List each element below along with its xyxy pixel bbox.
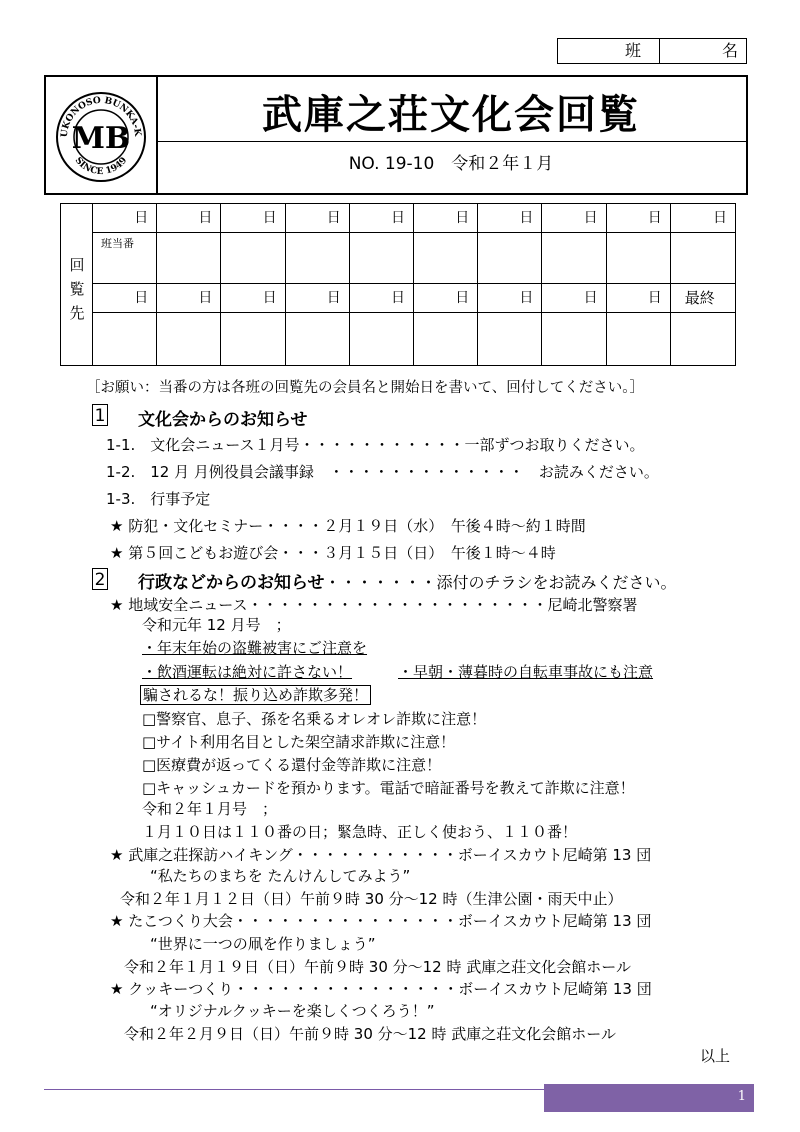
class-label: 班	[558, 39, 660, 63]
logo-cell	[46, 77, 158, 193]
date-cell: 日	[157, 204, 221, 233]
news-subline: 令和元年 12 月号 ；	[142, 616, 291, 634]
news-check-item: □サイト利用名目とした架空請求詐欺に注意！	[142, 733, 456, 751]
name-cell	[671, 312, 735, 365]
name-row-1	[93, 232, 735, 284]
section-title: 行政などからのお知らせ	[138, 573, 325, 593]
event-tagline: “オリジナルクッキーを楽しくつくろう！”	[150, 1002, 435, 1020]
footer-bar	[544, 1084, 754, 1112]
date-row-2	[93, 284, 735, 312]
logo-ring-text: UKONOSO BUNKA-K	[59, 95, 143, 138]
date-cell: 日	[542, 204, 606, 233]
date-cell: 日	[221, 284, 285, 313]
event-detail: 令和２年１月１２日（日）午前９時 30 分～12 時（生津公園・雨天中止）	[120, 890, 623, 908]
last-cell: 最終	[671, 284, 735, 313]
class-name-box	[557, 38, 747, 64]
name-cell	[350, 232, 414, 284]
name-cell	[478, 312, 542, 365]
news-item: ★ 地域安全ニュース・・・・・・・・・・・・・・・・・・・・尼崎北警察署	[110, 596, 638, 614]
circulation-side-label	[61, 204, 93, 365]
event-item: ★ 第５回こどもお遊び会・・・３月１５日（日） 午後１時～４時	[110, 544, 556, 562]
news-warning	[140, 684, 371, 705]
date-cell: 日	[607, 284, 671, 313]
name-cell	[93, 232, 157, 284]
section-title: 文化会からのお知らせ	[138, 410, 308, 430]
event-tagline: “世界に一つの凧を作りましょう”	[150, 935, 376, 953]
section-title-tail: ・・・・・・・添付のチラシをお読みください。	[324, 573, 677, 592]
name-cell	[414, 232, 478, 284]
news-check-item: □キャッシュカードを預かります。電話で暗証番号を教えて詐欺に注意！	[142, 779, 635, 797]
warning-box: 騙されるな！振り込め詐欺多発！	[140, 685, 371, 705]
date-cell: 日	[350, 204, 414, 233]
date-cell: 日	[414, 204, 478, 233]
logo-since-text: SINCE 1949	[72, 155, 130, 178]
news-bullet: ・早朝・薄暮時の自転車事故にも注意	[398, 663, 654, 681]
date-cell: 日	[286, 204, 350, 233]
name-cell	[157, 232, 221, 284]
name-cell	[286, 312, 350, 365]
side-char: 回	[69, 256, 85, 274]
name-row-2	[93, 312, 735, 365]
event-item: ★ 武庫之荘探訪ハイキング・・・・・・・・・・・ボーイスカウト尼崎第 13 団	[110, 846, 652, 864]
notice-item: 1-2. 12 月 月例役員会議事録 ・・・・・・・・・・・・・ お読みください。	[106, 463, 659, 481]
request-note: ［お願い：当番の方は各班の回覧先の会員名と開始日を書いて、回付してください。］	[86, 380, 644, 396]
news-bullet: ・飲酒運転は絶対に許さない！	[142, 663, 353, 681]
duty-label: 班当番	[101, 237, 134, 250]
name-cell	[414, 312, 478, 365]
name-cell	[607, 312, 671, 365]
newsletter-header	[44, 75, 748, 195]
date-cell: 日	[286, 284, 350, 313]
date-cell: 日	[93, 204, 157, 233]
footer-rule	[44, 1089, 544, 1090]
name-cell	[221, 232, 285, 284]
date-cell: 日	[221, 204, 285, 233]
name-label: 名	[721, 41, 738, 60]
date-row-1	[93, 204, 735, 232]
news-subline: 令和２年１月号 ；	[142, 800, 278, 818]
section-number: 2	[92, 568, 108, 590]
issue-number: NO. 19-10 令和２年１月	[348, 154, 554, 174]
date-cell: 日	[157, 284, 221, 313]
date-cell: 日	[607, 204, 671, 233]
side-char: 覧	[69, 280, 85, 298]
event-tagline: “私たちのまちを たんけんしてみよう”	[150, 867, 411, 885]
event-detail: 令和２年２月９日（日）午前９時 30 分～12 時 武庫之荘文化会館ホール	[124, 1025, 616, 1043]
closing-mark: 以上	[700, 1047, 731, 1065]
name-cell	[542, 232, 606, 284]
date-cell: 日	[542, 284, 606, 313]
logo-mark: MB	[71, 121, 131, 156]
section-heading-line	[138, 568, 677, 593]
mb-logo	[46, 77, 156, 193]
date-cell: 日	[350, 284, 414, 313]
news-check-item: □医療費が返ってくる還付金等詐欺に注意！	[142, 756, 442, 774]
news-check-item: □警察官、息子、孫を名乗るオレオレ詐欺に注意！	[142, 710, 487, 728]
name-cell	[286, 232, 350, 284]
event-item: ★ 防犯・文化セミナー・・・・２月１９日（水） 午後４時～約１時間	[110, 517, 586, 535]
date-cell: 日	[478, 204, 542, 233]
name-cell	[671, 232, 735, 284]
circulation-table	[60, 203, 736, 366]
name-cell	[542, 312, 606, 365]
event-item: ★ たこつくり大会・・・・・・・・・・・・・・・ボーイスカウト尼崎第 13 団	[110, 912, 652, 930]
side-char: 先	[69, 304, 85, 322]
name-cell	[350, 312, 414, 365]
name-cell	[221, 312, 285, 365]
name-cell	[93, 312, 157, 365]
date-cell: 日	[478, 284, 542, 313]
title-row	[156, 77, 746, 142]
svg-text:SINCE 1949	[73, 156, 130, 177]
event-item: ★ クッキーつくり・・・・・・・・・・・・・・・ボーイスカウト尼崎第 13 団	[110, 980, 652, 998]
notice-item: 1-3. 行事予定	[106, 490, 211, 508]
name-cell	[607, 232, 671, 284]
news-subline: １月１０日は１１０番の日；緊急時、正しく使おう、１１０番！	[142, 823, 578, 841]
event-detail: 令和２年１月１９日（日）午前９時 30 分～12 時 武庫之荘文化会館ホール	[124, 958, 631, 976]
date-cell: 日	[671, 204, 735, 233]
name-cell	[157, 312, 221, 365]
page-number: 1	[737, 1089, 746, 1104]
section-number: 1	[92, 404, 108, 426]
notice-item: 1-1. 文化会ニュース１月号・・・・・・・・・・・一部ずつお取りください。	[106, 436, 645, 454]
date-cell: 日	[414, 284, 478, 313]
page-title: 武庫之荘文化会回覧	[262, 92, 640, 138]
date-cell: 日	[93, 284, 157, 313]
name-cell	[478, 232, 542, 284]
news-bullet: ・年末年始の盗難被害にご注意を	[142, 639, 368, 657]
